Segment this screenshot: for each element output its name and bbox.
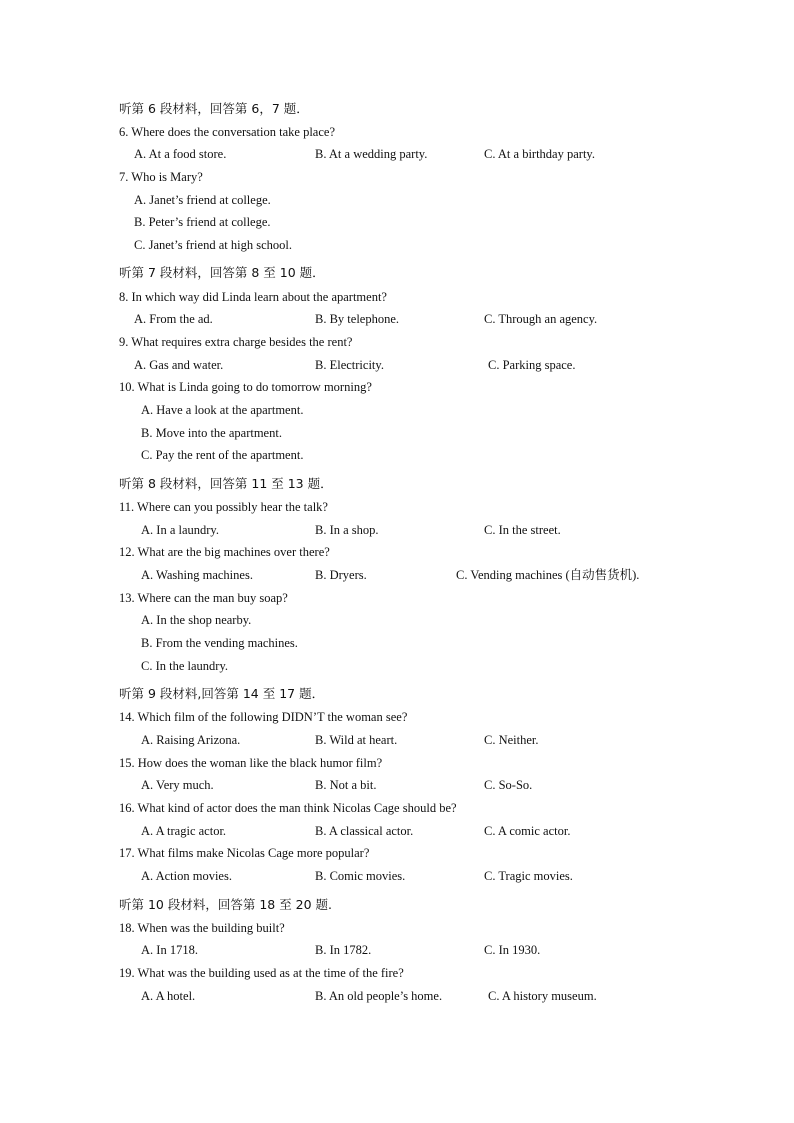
option-a: A. Washing machines.: [141, 568, 253, 582]
option-b: B. A classical actor.: [315, 824, 414, 838]
question-text: 14. Which film of the following DIDN’T the woman see?: [119, 710, 408, 724]
option-b: B. Comic movies.: [315, 869, 406, 883]
option-a: A. Action movies.: [141, 869, 232, 883]
option-a: A. A tragic actor.: [141, 824, 227, 838]
option-c: C. In the street.: [484, 523, 561, 537]
option-c: C. Pay the rent of the apartment.: [141, 448, 304, 462]
option-a: A. Raising Arizona.: [141, 733, 241, 747]
question-text: 12. What are the big machines over there?: [119, 545, 330, 559]
option-b: B. Not a bit.: [315, 778, 377, 792]
option-a: A. Very much.: [141, 778, 214, 792]
question-text: 6. Where does the conversation take place?: [119, 125, 335, 139]
option-a: A. Janet’s friend at college.: [134, 193, 271, 207]
option-a: A. In a laundry.: [141, 523, 219, 537]
option-b: B. In 1782.: [315, 943, 372, 957]
question-text: 17. What films make Nicolas Cage more popular?: [119, 846, 370, 860]
question-text: 15. How does the woman like the black humor film?: [119, 756, 383, 770]
option-a: A. In the shop nearby.: [141, 613, 252, 627]
option-b: B. By telephone.: [315, 312, 400, 326]
option-b: B. At a wedding party.: [315, 147, 428, 161]
option-a: A. In 1718.: [141, 943, 198, 957]
option-c: C. Through an agency.: [484, 312, 598, 326]
section-header: 听第 10 段材料，回答第 18 至 20 题.: [119, 897, 333, 912]
option-c: C. A history museum.: [488, 989, 597, 1003]
question-text: 19. What was the building used as at the time of the fire?: [119, 966, 404, 980]
section-header: 听第 7 段材料，回答第 8 至 10 题．: [119, 265, 325, 280]
section-header: 听第 6 段材料，回答第 6，7 题．: [119, 101, 309, 116]
question-text: 10. What is Linda going to do tomorrow morning?: [119, 380, 372, 394]
option-a: A. Gas and water.: [134, 358, 224, 372]
option-a: A. At a food store.: [134, 147, 227, 161]
option-b: B. In a shop.: [315, 523, 379, 537]
option-c: C. Janet’s friend at high school.: [134, 238, 292, 252]
option-c: C. Vending machines (自动售货机).: [456, 568, 640, 582]
question-text: 11. Where can you possibly hear the talk?: [119, 500, 328, 514]
question-text: 16. What kind of actor does the man think Nicolas Cage should be?: [119, 801, 457, 815]
option-c: C. At a birthday party.: [484, 147, 595, 161]
option-c: C. In 1930.: [484, 943, 541, 957]
option-b: B. Peter’s friend at college.: [134, 215, 271, 229]
section-header: 听第 8 段材料，回答第 11 至 13 题．: [119, 476, 333, 491]
option-a: A. Have a look at the apartment.: [141, 403, 304, 417]
option-b: B. An old people’s home.: [315, 989, 443, 1003]
section-header: 听第 9 段材料,回答第 14 至 17 题．: [119, 686, 325, 701]
question-text: 18. When was the building built?: [119, 921, 285, 935]
option-b: B. Move into the apartment.: [141, 426, 282, 440]
option-b: B. From the vending machines.: [141, 636, 298, 650]
option-a: A. A hotel.: [141, 989, 196, 1003]
option-c: C. So-So.: [484, 778, 533, 792]
question-text: 7. Who is Mary?: [119, 170, 203, 184]
option-c: C. A comic actor.: [484, 824, 571, 838]
option-a: A. From the ad.: [134, 312, 213, 326]
question-text: 9. What requires extra charge besides the rent?: [119, 335, 353, 349]
option-c: C. In the laundry.: [141, 659, 229, 673]
option-c: C. Neither.: [484, 733, 539, 747]
option-b: B. Dryers.: [315, 568, 367, 582]
question-text: 13. Where can the man buy soap?: [119, 591, 288, 605]
option-c: C. Tragic movies.: [484, 869, 573, 883]
option-c: C. Parking space.: [488, 358, 576, 372]
option-b: B. Wild at heart.: [315, 733, 398, 747]
question-text: 8. In which way did Linda learn about the apartment?: [119, 290, 387, 304]
option-b: B. Electricity.: [315, 358, 384, 372]
